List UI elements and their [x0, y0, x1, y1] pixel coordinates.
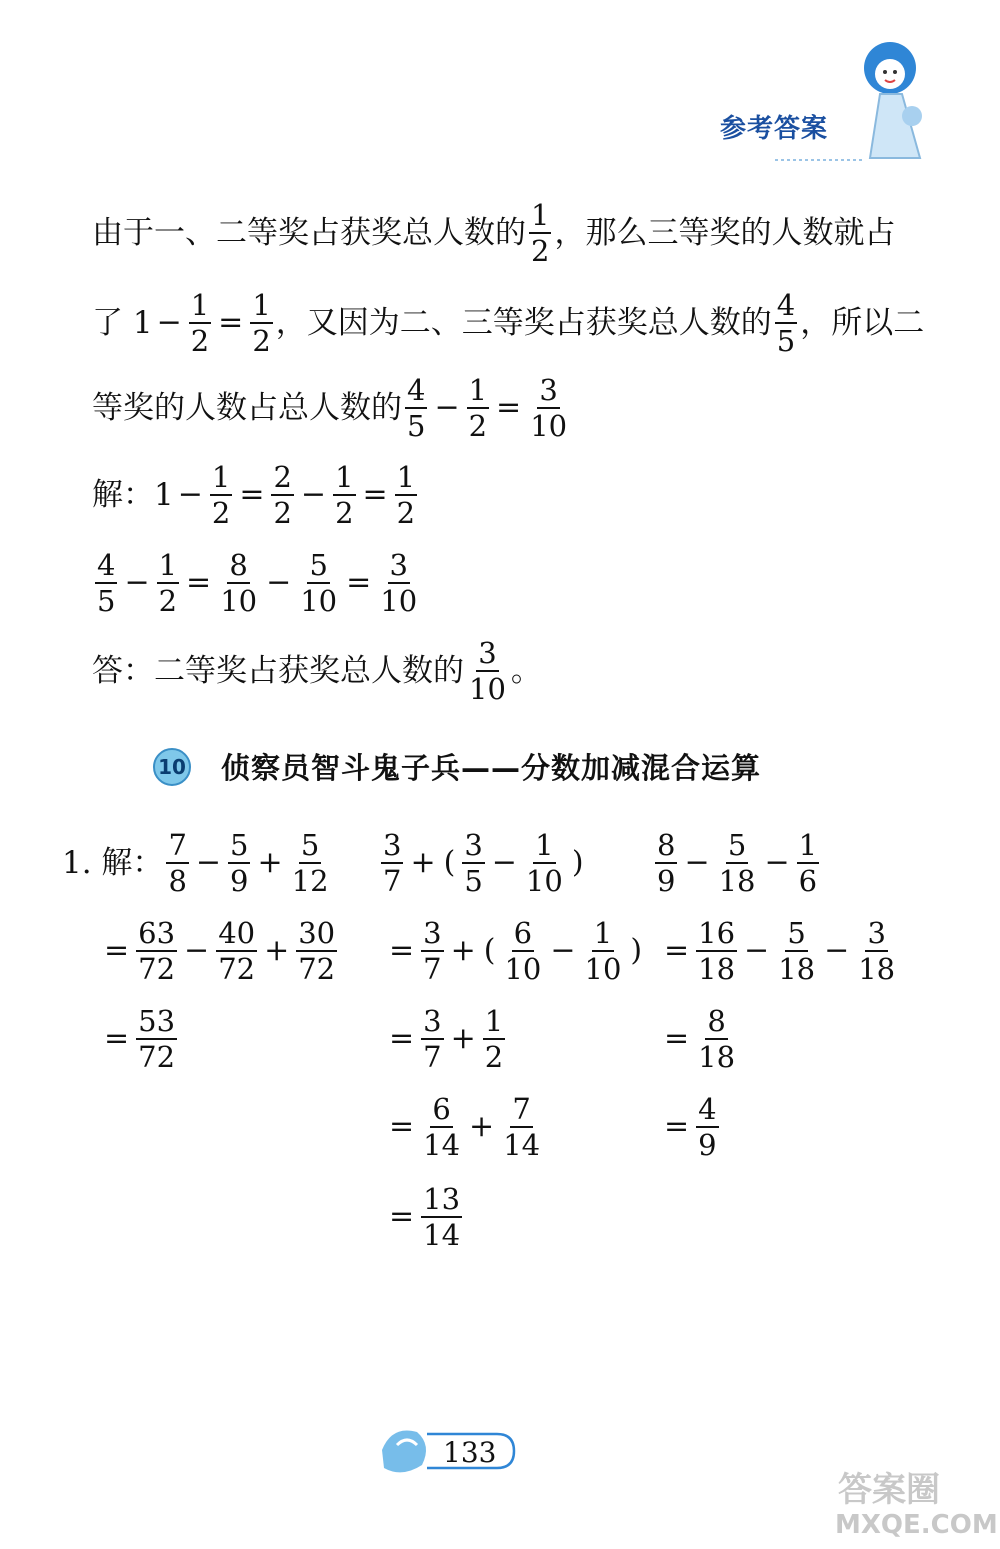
fraction [529, 200, 551, 267]
fraction [290, 830, 331, 897]
numerator: 3 [381, 830, 403, 864]
denominator: 7 [423, 1040, 442, 1075]
equals-sign: = [496, 390, 522, 426]
problem1-col2-row2 [385, 918, 646, 985]
numerator: 7 [510, 1094, 532, 1128]
fraction [378, 550, 419, 617]
numerator: 1 [210, 462, 232, 496]
fraction [405, 375, 427, 442]
paragraph-line-1 [92, 200, 895, 267]
fraction [210, 462, 232, 529]
numerator: 1 [467, 375, 489, 409]
denominator: 7 [383, 864, 402, 899]
fraction [856, 918, 897, 985]
minus-sign: − [550, 933, 576, 969]
fraction [462, 830, 484, 897]
numerator: 3 [476, 638, 498, 672]
fraction [696, 1094, 718, 1161]
minus-sign: − [195, 845, 222, 881]
denominator: 10 [504, 952, 542, 987]
minus-sign: − [764, 845, 790, 881]
fraction [216, 918, 257, 985]
equals-sign: = [664, 1021, 690, 1057]
fraction [218, 550, 259, 617]
equals-sign: = [346, 565, 372, 601]
fraction [296, 918, 337, 985]
equals-sign: = [664, 1109, 690, 1145]
fraction [333, 462, 355, 529]
fraction [524, 830, 565, 897]
fraction [467, 375, 489, 442]
denominator: 10 [525, 864, 563, 899]
minus-sign: − [266, 565, 292, 601]
denominator: 2 [211, 496, 231, 531]
fraction [696, 918, 737, 985]
numerator: 1 [250, 290, 272, 324]
fraction [583, 918, 624, 985]
problem1-col3-row2 [660, 918, 900, 985]
numerator: 1 [157, 550, 179, 584]
numerator: 5 [785, 918, 807, 952]
numerator: 5 [307, 550, 329, 584]
denominator: 2 [396, 496, 416, 531]
plus-sign: + [450, 1021, 476, 1057]
fraction [136, 1006, 177, 1073]
denominator: 18 [698, 952, 736, 987]
text: 了 1 [92, 304, 153, 341]
answer-line [92, 638, 542, 705]
solution-line-2 [92, 550, 422, 617]
denominator: 18 [698, 1040, 736, 1075]
numerator: 1 [483, 1006, 505, 1040]
problem1-col1-row3 [100, 1006, 180, 1073]
section-number-badge: 10 [153, 748, 191, 786]
numerator: 3 [462, 830, 484, 864]
fraction [298, 550, 339, 617]
numerator: 4 [95, 550, 117, 584]
numerator: 1 [797, 830, 819, 864]
fraction [166, 830, 188, 897]
header-girl-illustration [850, 38, 960, 168]
numerator: 8 [227, 550, 249, 584]
header-label: 参考答案 [720, 114, 829, 144]
section-heading [153, 746, 761, 787]
denominator: 10 [380, 584, 418, 619]
plus-sign: + [264, 933, 290, 969]
denominator: 14 [503, 1128, 541, 1163]
solution-line-1 [92, 462, 420, 529]
equals-sign: = [239, 477, 265, 513]
text: ，又因为二、三等奖占获奖总人数的 [275, 304, 772, 341]
denominator: 6 [798, 864, 818, 899]
fraction [228, 830, 250, 897]
denominator: 10 [469, 672, 506, 707]
denominator: 72 [298, 952, 336, 987]
section-title: 侦察员智斗鬼子兵——分数加减混合运算 [221, 751, 762, 785]
numerator: 30 [296, 918, 337, 952]
denominator: 5 [97, 584, 116, 619]
numerator: 3 [421, 918, 443, 952]
minus-sign: − [684, 845, 710, 881]
equals-sign: = [104, 933, 130, 969]
open-paren: ( [483, 933, 496, 969]
equals-sign: = [186, 565, 212, 601]
fraction [136, 918, 177, 985]
problem1-col2-row3 [385, 1006, 508, 1073]
close-paren: ) [571, 845, 584, 881]
watermark-url: MXQE.COM [835, 1510, 998, 1540]
fraction [95, 550, 117, 617]
minus-sign: − [300, 477, 327, 513]
numerator: 6 [430, 1094, 452, 1128]
text: 由于一、二等奖占获奖总人数的 [92, 214, 526, 251]
problem1-col2-row5 [385, 1184, 465, 1251]
paragraph-line-3 [92, 375, 572, 442]
fraction [189, 290, 211, 357]
denominator: 7 [423, 952, 442, 987]
denominator: 8 [168, 864, 187, 899]
denominator: 9 [230, 864, 249, 899]
denominator: 14 [423, 1128, 461, 1163]
denominator: 14 [423, 1218, 461, 1253]
denominator: 2 [531, 234, 550, 269]
problem1-col2-row4 [385, 1094, 545, 1161]
minus-sign: − [177, 477, 203, 513]
denominator: 2 [252, 324, 271, 359]
fraction [381, 830, 403, 897]
fraction [775, 290, 797, 357]
numerator: 40 [216, 918, 257, 952]
equals-sign: = [389, 1199, 415, 1235]
numerator: 16 [696, 918, 737, 952]
fraction [483, 1006, 505, 1073]
numerator: 1 [533, 830, 555, 864]
denominator: 2 [335, 496, 354, 531]
plus-sign: + [257, 845, 283, 881]
header-underline-decoration [775, 148, 865, 154]
numerator: 3 [537, 375, 559, 409]
numerator: 53 [136, 1006, 177, 1040]
minus-sign: − [124, 565, 150, 601]
numerator: 1 [395, 462, 417, 496]
fraction [797, 830, 819, 897]
numerator: 1 [189, 290, 211, 324]
numerator: 8 [705, 1006, 727, 1040]
denominator: 5 [464, 864, 483, 899]
minus-sign: − [434, 390, 460, 426]
numerator: 1 [529, 200, 551, 234]
denominator: 72 [218, 952, 256, 987]
numerator: 5 [299, 830, 321, 864]
problem1-col1-row1 [62, 830, 334, 897]
denominator: 9 [657, 864, 676, 899]
equals-sign: = [104, 1021, 130, 1057]
numerator: 13 [421, 1184, 462, 1218]
numerator: 4 [696, 1094, 718, 1128]
fraction [502, 918, 543, 985]
numerator: 4 [775, 290, 797, 324]
denominator: 2 [190, 324, 210, 359]
denominator: 2 [273, 496, 292, 531]
fraction [696, 1006, 737, 1073]
denominator: 72 [138, 952, 176, 987]
denominator: 2 [484, 1040, 504, 1075]
fraction [655, 830, 677, 897]
fraction [421, 918, 443, 985]
equals-sign: = [389, 933, 415, 969]
answer-period: 。 [510, 652, 542, 689]
plus-sign: + [469, 1109, 495, 1145]
numerator: 1 [333, 462, 355, 496]
text: ，那么三等奖的人数就占 [554, 214, 896, 251]
denominator: 12 [291, 864, 329, 899]
fraction [776, 918, 817, 985]
numerator: 3 [421, 1006, 443, 1040]
equals-sign: = [389, 1109, 415, 1145]
watermark-logo: 答案圈 [838, 1470, 940, 1510]
numerator: 1 [592, 918, 614, 952]
denominator: 10 [300, 584, 338, 619]
numerator: 6 [512, 918, 534, 952]
answer-text: 答：二等奖占获奖总人数的 [92, 652, 464, 689]
plus-sign: + [450, 933, 476, 969]
paragraph-line-2 [92, 290, 924, 357]
problem-label: 1. 解： [62, 844, 164, 881]
fraction [421, 1094, 462, 1161]
fraction [157, 550, 179, 617]
text: 等奖的人数占总人数的 [92, 389, 402, 426]
problem1-col3-row4 [660, 1094, 722, 1161]
problem1-col2-row1 [378, 830, 588, 897]
fraction [717, 830, 758, 897]
fraction [528, 375, 569, 442]
minus-sign: − [744, 933, 770, 969]
numerator: 2 [271, 462, 293, 496]
fraction [501, 1094, 542, 1161]
numerator: 4 [405, 375, 427, 409]
numerator: 3 [388, 550, 410, 584]
close-paren: ) [630, 933, 643, 969]
equals-sign: = [218, 305, 244, 341]
fraction [395, 462, 417, 529]
numerator: 5 [228, 830, 250, 864]
plus-sign: + [410, 845, 436, 881]
equals-sign: = [664, 933, 690, 969]
denominator: 72 [138, 1040, 176, 1075]
problem1-col3-row1 [652, 830, 822, 897]
numerator: 63 [136, 918, 177, 952]
denominator: 10 [220, 584, 258, 619]
denominator: 10 [584, 952, 622, 987]
fraction [421, 1184, 462, 1251]
minus-sign: − [184, 933, 210, 969]
denominator: 18 [718, 864, 756, 899]
problem1-col3-row3 [660, 1006, 740, 1073]
fraction [271, 462, 293, 529]
fraction [250, 290, 272, 357]
denominator: 5 [407, 409, 426, 444]
numerator: 8 [655, 830, 677, 864]
numerator: 7 [166, 830, 188, 864]
fraction [421, 1006, 443, 1073]
minus-sign: − [824, 933, 850, 969]
equals-sign: = [362, 477, 388, 513]
minus-sign: − [156, 305, 182, 341]
equals-sign: = [389, 1021, 415, 1057]
open-paren: ( [443, 845, 456, 881]
fraction [467, 638, 508, 705]
text: ，所以二 [800, 304, 925, 341]
minus-sign: − [491, 845, 517, 881]
denominator: 18 [858, 952, 896, 987]
denominator: 10 [530, 409, 568, 444]
problem1-col1-row2 [100, 918, 340, 985]
denominator: 5 [776, 324, 796, 359]
denominator: 2 [468, 409, 488, 444]
denominator: 2 [158, 584, 178, 619]
denominator: 9 [698, 1128, 717, 1163]
numerator: 5 [726, 830, 748, 864]
denominator: 18 [778, 952, 816, 987]
solution-label: 解：1 [92, 476, 174, 513]
page-number: 133 [443, 1436, 497, 1469]
numerator: 3 [865, 918, 887, 952]
